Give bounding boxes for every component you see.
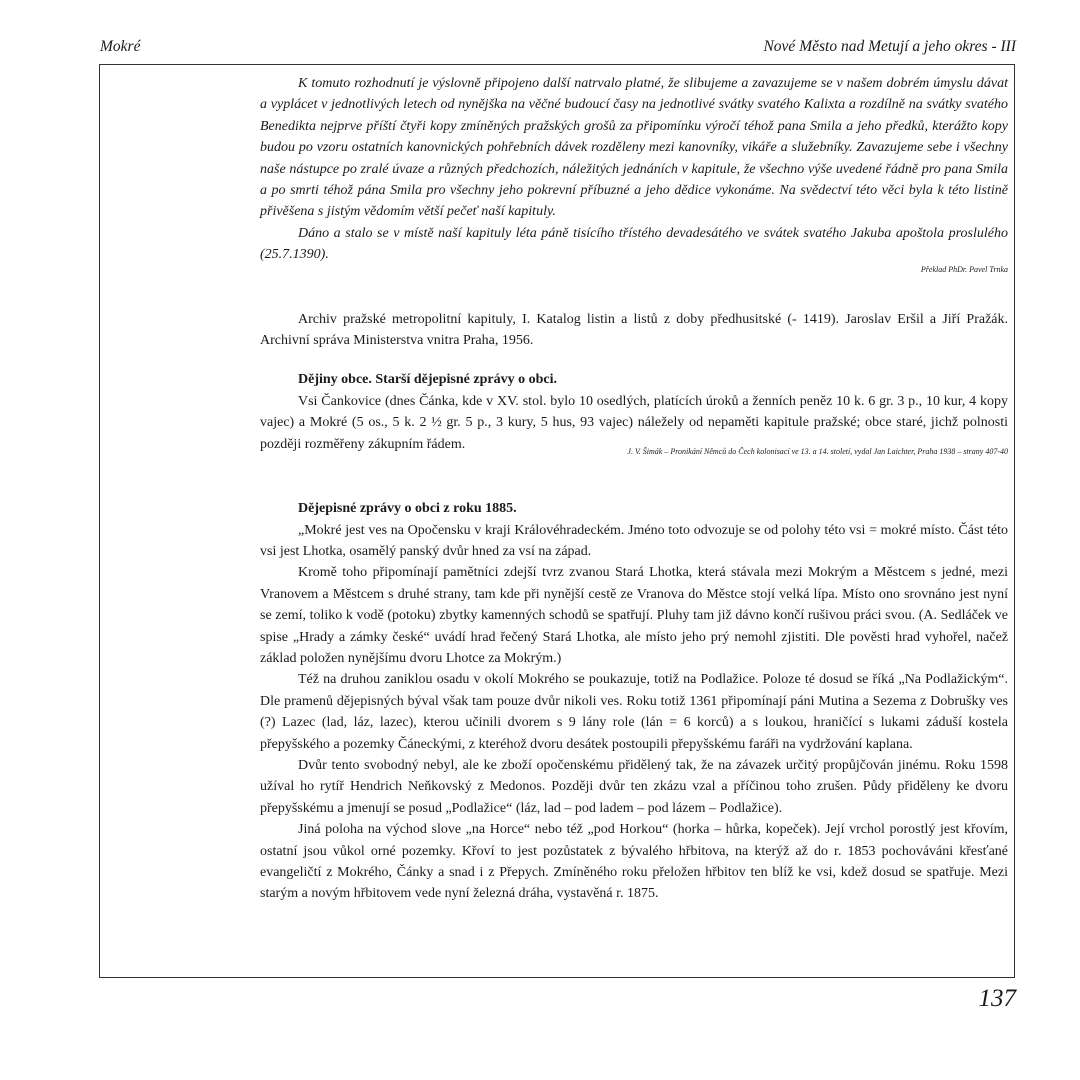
report-1885-heading: Dějepisné zprávy o obci z roku 1885. [298, 501, 517, 517]
header-left-title: Mokré [100, 38, 141, 55]
archive-citation: Archiv pražské metropolitní kapituly, I. Katalog listin a listů z doby předhusitské (- 1419). Jaroslav Eršil a Jiří Pražák. Archivní správa Ministerstva vnitra Praha, 1956. [260, 311, 1008, 349]
history-source-credit: J. V. Šimák – Pronikání Němců do Čech kolonisací ve 13. a 14. století, vydal Jan Laichter, Praha 1938 – strany 407-40 [627, 447, 1008, 457]
running-header [100, 38, 1016, 60]
history-section [260, 369, 1008, 458]
report-paragraph-3: Též na druhou zaniklou osadu v okolí Mokrého se poukazuje, totiž na Podlažice. Poloze té dosud se říká „Na Podlažickým“. Dle pramenů dějepisných býval však tam pouze dvůr nikoli ves. Roku totiž 1361 připomínají páni Mutina a Sezema z Dobrušky ves (?) Lazec (lad, láz, lazec), kterou učinili dvorem s 9 lány role (lán = 6 korců) a s loukou, hraničící s lukami záduší kostela přepyšského a pozemky Čáneckými, z kteréhož dvoru desátek postoupili přepyšskému faráři na vydržování kaplana. [260, 672, 1008, 752]
spacer [260, 351, 1008, 369]
page-content [260, 73, 1008, 905]
spacer [260, 458, 1008, 498]
header-right-title: Nové Město nad Metují a jeho okres - III [763, 38, 1016, 55]
history-paragraph-1: Vsi Čankovice (dnes Čánka, kde v XV. stol. bylo 10 osedlých, platících úroků a ženních peněz 10 k. 6 gr. 3 p., 10 kur, 4 kopy vajec) a Mokré (5 os., 5 k. 2 ½ gr. 5 p., 3 kury, 5 hus, 93 vajec) náležely od nepaměti kapitule pražské; obce staré, jichž polnosti později rozměřeny zákupním řádem. [260, 393, 1008, 452]
history-heading: Dějiny obce. Starší dějepisné zprávy o obci. [298, 372, 557, 388]
report-paragraph-4: Dvůr tento svobodný nebyl, ale ke zboží opočenskému přidělený tak, že na závazek určitý propůjčován jinému. Roku 1598 užíval ho rytíř Hendrich Neňkovský z Medonos. Později dvůr ten zkázu vzal a příčinou toho zrušen. Půdy přiděleny ke dvoru přepyšskému a jmenují se posud „Podlažice“ (láz, lad – pod ladem – pod lázem – Podlažice). [260, 757, 1008, 816]
translator-credit: Překlad PhDr. Pavel Trnka [920, 264, 1008, 274]
report-paragraph-1: „Mokré jest ves na Opočensku v kraji Královéhradeckém. Jméno toto odvozuje se od polohy této vsi = mokré místo. Část této vsi jest Lhotka, osamělý panský dvůr hned za vsí na západ. [260, 522, 1008, 559]
report-paragraph-2: Kromě toho připomínají pamětníci zdejší tvrz zvanou Stará Lhotka, která stávala mezi Mokrým a Městcem s jedné, mezi Vranovem a Městcem s druhé strany, tam kde při nynější cestě ze Vranova do Městce stojí velká lípa. Místo ono srovnáno jest nyní se zemí, toliko k vodě (potoku) zbytky kamenných schodů se spatřují. Pluhy tam již dávno končí rušivou práci svou. (A. Sedláček ve spise „Hrady a zámky české“ uvádí hrad řečený Stará Lhotka, ale místo jeho prý nemohl zjistiti. Dle pověsti hrad vyhořel, načež základ položen nynějšímu dvoru Lhotce za Mokrým.) [260, 565, 1008, 666]
page-number: 137 [978, 985, 1016, 1012]
translation-paragraph-2: Dáno a stalo se v místě naší kapituly léta páně tisícího třístého devadesátého ve svátek svatého Jakuba apoštola proslulého (25.7.1390). [260, 225, 1008, 263]
archive-section [260, 309, 1008, 352]
translation-paragraph-1: K tomuto rozhodnutí je výslovně připojeno další natrvalo platné, že slibujeme a zavazujeme se v našem dobrém úmyslu dávat a vyplácet v jednotlivých letech od nynějška na věčné budoucí časy na jednotlivé svátky svatého Kalixta a rozdílně na svátky svatého Benedikta nejprve příští čtyři kopy zmíněných pražských grošů za připomínku výročí téhož pana Smila a jeho předků, kterážto kopy budou po vzoru ostatních kanovnických pohřebních dávek rozděleny mezi kanovníky, vikáře a služebníky. Zavazujeme sebe i všechny naše nástupce po zralé úvaze a různých předchozích, náležitých jednáních v kapitule, že všechno výše uvedené řádně pro pana Smila a po smrti téhož pána Smila pro všechny jeho pokrevní příbuzné a jeho dědice vykonáme. Na svědectví této věci byla k této listině přivěšena s jistým vědomím větší pečeť naší kapituly. [260, 76, 1008, 220]
translation-section [260, 73, 1008, 276]
spacer [260, 276, 1008, 309]
report-1885-section [260, 498, 1008, 905]
report-paragraph-5: Jiná poloha na východ slove „na Horce“ nebo též „pod Horkou“ (horka – hůrka, kopeček). Její vrchol porostlý jest křovím, ostatní jsou vůkol orné pozemky. Křoví to jest pozůstatek z bývalého hřbitova, na kterýž až do r. 1853 pochováváni křesťané evangeličtí z Mokrého, Čánky a snad i z Přepych. Zmíněného roku přeložen hřbitov ten blíž ke vsi, kdež dosud se spatřuje. Mezi starým a novým hřbitovem vede nyní železná dráha, vystavěná r. 1875. [260, 822, 1008, 902]
